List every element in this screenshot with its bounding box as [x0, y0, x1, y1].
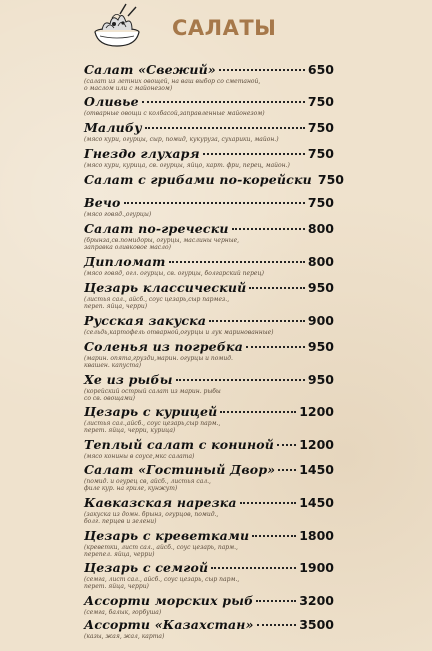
dot-leader [232, 228, 305, 230]
dot-leader [176, 379, 305, 381]
item-price: 750 [317, 172, 344, 187]
item-description: (листья сал., айсб., соус цезарь,сыр пармез., переп. яйца, черри) [84, 296, 230, 310]
menu-item [84, 94, 334, 117]
item-description: (мясо конины в соусе,мкс салата) [84, 453, 195, 460]
item-description: (мясо кури, курица, св. огурцы, яйцо, карт. фри, перец, майон.) [84, 162, 290, 169]
item-description: (листья сал.,айсб., соус цезарь,сыр парм., перет. яйца, черри, курица) [84, 420, 221, 434]
item-price: 650 [307, 62, 334, 77]
item-price: 750 [307, 146, 334, 161]
item-price: 950 [307, 339, 334, 354]
item-name: Оливье [84, 94, 139, 109]
menu-item [84, 254, 334, 277]
menu-item [84, 280, 334, 310]
item-price: 1800 [299, 528, 334, 543]
menu-header [0, 0, 432, 58]
item-name: Цезарь с курицей [84, 404, 218, 419]
item-name: Русская закуска [84, 313, 207, 328]
dot-leader [278, 469, 296, 471]
menu-item [84, 437, 334, 460]
item-description: (семга, балык, горбуша) [84, 609, 162, 616]
menu-item [84, 221, 334, 251]
item-price: 1900 [299, 560, 334, 575]
dot-leader [209, 320, 305, 322]
item-price: 3500 [299, 617, 334, 632]
dot-leader [219, 69, 305, 71]
menu-item [84, 120, 334, 143]
item-name: Хе из рыбы [84, 372, 173, 387]
item-price: 950 [307, 372, 334, 387]
page-title: САЛАТЫ [172, 16, 277, 40]
menu-item [84, 617, 334, 640]
menu-item [84, 62, 334, 92]
menu-item [84, 560, 334, 590]
item-name: Кавказская нарезка [84, 495, 237, 510]
item-name: Салат по-гречески [84, 221, 229, 236]
dot-leader [249, 287, 305, 289]
dot-leader [252, 535, 296, 537]
dot-leader [211, 567, 296, 569]
item-price: 900 [307, 313, 334, 328]
menu-item [84, 195, 334, 218]
item-description: (отварные овощи с колбасой,заправленные майонезом) [84, 110, 265, 117]
dot-leader [256, 600, 296, 602]
menu-item [84, 528, 334, 558]
item-description: (мясо кури, огурцы, сыр, помид, кукуруза, сухарики, майон.) [84, 136, 279, 143]
item-price: 3200 [299, 593, 334, 608]
item-name: Салат с грибами по-корейски [84, 172, 312, 187]
item-description: (семга, лист сал., айсб., соус цезарь, сыр парм., перет. яйца, черри) [84, 576, 240, 590]
item-name: Ассорти «Казахстан» [84, 617, 254, 632]
item-price: 1450 [299, 462, 334, 477]
item-description: (креветки, лист сал., айсб., соус цезарь, парм., перепел. яйца, черри) [84, 544, 238, 558]
item-name: Соленья из погребка [84, 339, 244, 354]
item-description: (мясо говяд.,огурцы) [84, 211, 152, 218]
salad-bowl-icon [92, 2, 142, 48]
item-price: 1200 [299, 437, 334, 452]
item-description: (корейский острый салат из марин. рыбы со св. овощами) [84, 388, 221, 402]
item-name: Цезарь классический [84, 280, 247, 295]
item-description: (сельдь,картофель отварной,огурцы и лук маринованные) [84, 329, 274, 336]
item-name: Салат «Свежий» [84, 62, 216, 77]
menu-item [84, 339, 334, 369]
item-name: Дипломат [84, 254, 166, 269]
dot-leader [246, 346, 305, 348]
menu-item [84, 404, 334, 434]
dot-leader [277, 444, 296, 446]
item-description: (марин. опята,грузди,марин. огурцы и помид. квашен. капуста) [84, 355, 233, 369]
menu-item [84, 313, 334, 336]
item-price: 800 [307, 221, 334, 236]
dot-leader [142, 101, 305, 103]
menu-item [84, 462, 334, 492]
dot-leader [145, 127, 305, 129]
item-price: 1450 [299, 495, 334, 510]
dot-leader [257, 624, 297, 626]
item-price: 750 [307, 195, 334, 210]
item-price: 1200 [299, 404, 334, 419]
item-description: (салат из летних овощей, на ваш выбор со сметаной, о маслом или с майонезом) [84, 78, 261, 92]
item-name: Цезарь с семгой [84, 560, 209, 575]
item-name: Цезарь с креветками [84, 528, 250, 543]
item-description: (закуска из домн. брынз, огурцов, помид., болг. перцев и зелени) [84, 511, 219, 525]
item-description: (помид. и огурец св, айсб., листья сал., филе кур. на гриле, кунжут) [84, 478, 211, 492]
item-name: Теплый салат с кониной [84, 437, 275, 452]
dot-leader [240, 502, 296, 504]
menu-item [84, 146, 334, 169]
item-name: Гнездо глухаря [84, 146, 200, 161]
item-description: (казы, жая, жал, карта) [84, 633, 165, 640]
item-price: 950 [307, 280, 334, 295]
dot-leader [203, 153, 305, 155]
item-price: 750 [307, 94, 334, 109]
item-name: Салат «Гостиный Двор» [84, 462, 276, 477]
menu-item [84, 593, 334, 616]
item-description: (брынза,св.помидоры, огурцы, маслины черные, заправка оливковое масло) [84, 237, 240, 251]
item-name: Вечо [84, 195, 121, 210]
item-price: 800 [307, 254, 334, 269]
dot-leader [169, 261, 305, 263]
item-name: Малибу [84, 120, 142, 135]
item-price: 750 [307, 120, 334, 135]
dot-leader [220, 411, 296, 413]
dot-leader [124, 202, 305, 204]
item-description: (мясо говяд, огл. огурцы, св. огурцы, болгарский перец) [84, 270, 265, 277]
menu-item [84, 172, 344, 189]
menu-item [84, 372, 334, 402]
item-name: Ассорти морских рыб [84, 593, 254, 608]
menu-item [84, 495, 334, 525]
